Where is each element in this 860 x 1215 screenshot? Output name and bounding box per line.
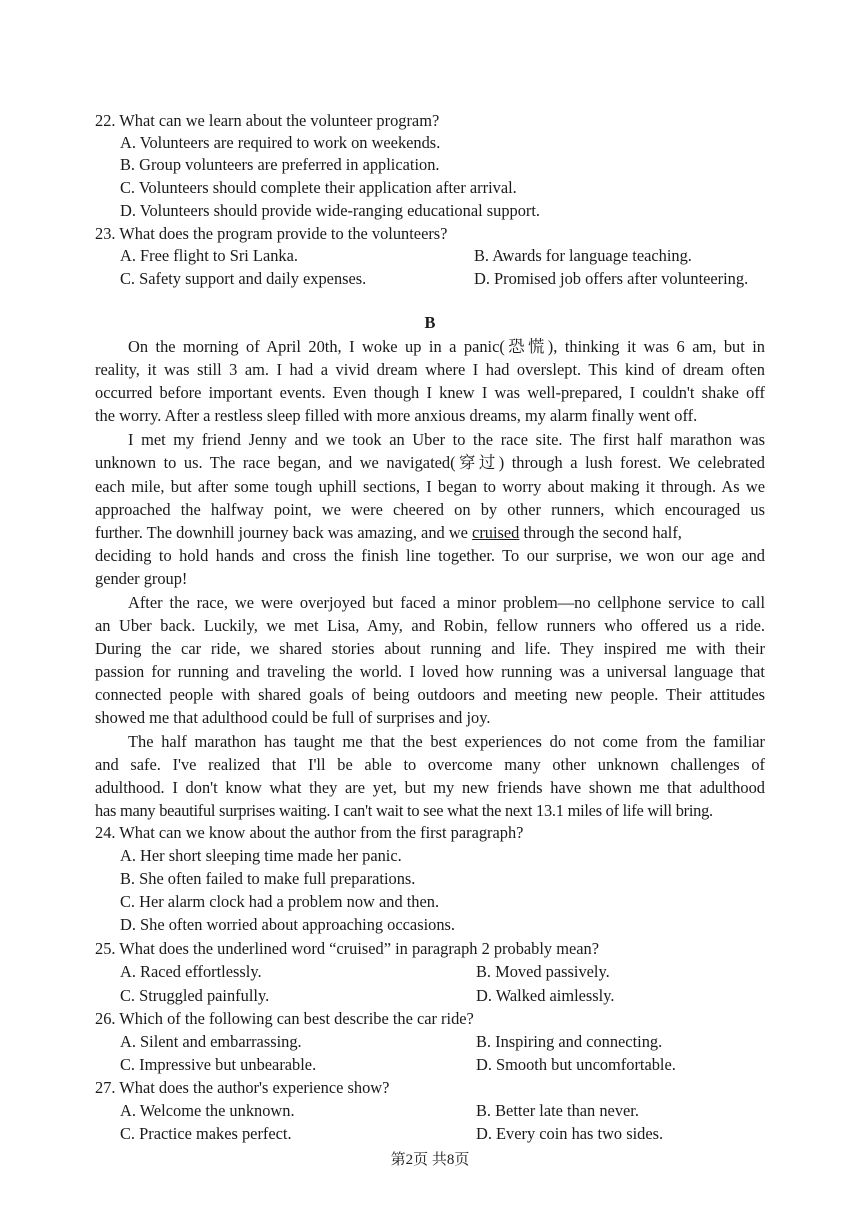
passage-text: further. The downhill journey back was amazing, and we: [95, 523, 468, 542]
passage-line: each mile, but after some tough uphill sections, I began to worry about making it through. As we: [95, 477, 765, 496]
q23-option-d: D. Promised job offers after volunteering.: [474, 269, 749, 288]
q22-stem: 22. What can we learn about the volunteer program?: [95, 111, 440, 130]
q26-stem: 26. Which of the following can best describe the car ride?: [95, 1009, 474, 1028]
passage-line: I met my friend Jenny and we took an Uber to the race site. The first half marathon was: [128, 430, 765, 449]
q22-option-b: B. Group volunteers are preferred in application.: [120, 155, 440, 174]
passage-line: The half marathon has taught me that the best experiences do not come from the familiar: [128, 732, 765, 751]
q22-option-a: A. Volunteers are required to work on weekends.: [120, 133, 441, 152]
passage-line: [95, 523, 682, 543]
passage-line: After the race, we were overjoyed but faced a minor problem—no cellphone service to call: [128, 593, 765, 612]
q27-stem: 27. What does the author's experience show?: [95, 1078, 390, 1097]
q25-option-a: A. Raced effortlessly.: [120, 962, 262, 981]
q24-stem: 24. What can we know about the author from the first paragraph?: [95, 823, 524, 842]
passage-line: On the morning of April 20th, I woke up in a panic(恐慌), thinking it was 6 am, but in: [128, 337, 765, 356]
section-heading: B: [424, 313, 436, 332]
q24-option-c: C. Her alarm clock had a problem now and then.: [120, 892, 440, 911]
passage-line: adulthood. I don't know what they are yet, but my new friends have shown me that adulthood: [95, 778, 765, 797]
q22-option-d: D. Volunteers should provide wide-ranging educational support.: [120, 201, 541, 220]
passage-text: through the second half,: [523, 523, 682, 542]
passage-line: an Uber back. Luckily, we met Lisa, Amy, and Robin, fellow runners who offered us a ride.: [95, 616, 765, 635]
passage-line: unknown to us. The race began, and we navigated(穿过) through a lush forest. We celebrated: [95, 453, 765, 472]
passage-line: approached the halfway point, we were cheered on by other runners, which encouraged us: [95, 500, 765, 519]
passage-line: reality, it was still 3 am. I had a vivid dream where I had overslept. This kind of dream often: [95, 360, 765, 379]
q27-option-b: B. Better late than never.: [476, 1101, 639, 1120]
passage-line: deciding to hold hands and cross the finish line together. To our surprise, we won our age and: [95, 546, 765, 565]
q23-option-b: B. Awards for language teaching.: [474, 246, 692, 265]
q23-option-a: A. Free flight to Sri Lanka.: [120, 246, 298, 265]
q26-option-b: B. Inspiring and connecting.: [476, 1032, 663, 1051]
q23-option-c: C. Safety support and daily expenses.: [120, 269, 367, 288]
q25-option-b: B. Moved passively.: [476, 962, 610, 981]
q24-option-d: D. She often worried about approaching occasions.: [120, 915, 455, 934]
q27-option-c: C. Practice makes perfect.: [120, 1124, 292, 1143]
q22-option-c: C. Volunteers should complete their application after arrival.: [120, 178, 517, 197]
q25-stem: 25. What does the underlined word “cruised” in paragraph 2 probably mean?: [95, 939, 599, 958]
q25-option-c: C. Struggled painfully.: [120, 986, 270, 1005]
q26-option-a: A. Silent and embarrassing.: [120, 1032, 302, 1051]
q26-option-d: D. Smooth but uncomfortable.: [476, 1055, 676, 1074]
passage-line: the worry. After a restless sleep filled with more anxious dreams, my alarm finally went off.: [95, 406, 698, 425]
passage-line: During the car ride, we shared stories about running and life. They inspired me with their: [95, 639, 765, 658]
q27-option-d: D. Every coin has two sides.: [476, 1124, 664, 1143]
page-number: 第2页 共8页: [390, 1152, 470, 1168]
underlined-word: cruised: [472, 523, 520, 542]
passage-line: passion for running and traveling the world. I loved how running was a universal language that: [95, 662, 765, 681]
passage-line: and safe. I've realized that I'll be able to overcome many other unknown challenges of: [95, 755, 765, 774]
q26-option-c: C. Impressive but unbearable.: [120, 1055, 317, 1074]
passage-line: connected people with shared goals of being outdoors and meeting new people. Their attitudes: [95, 685, 765, 704]
q27-option-a: A. Welcome the unknown.: [120, 1101, 295, 1120]
q24-option-a: A. Her short sleeping time made her panic.: [120, 846, 402, 865]
passage-line: showed me that adulthood could be full of surprises and joy.: [95, 708, 491, 727]
q25-option-d: D. Walked aimlessly.: [476, 986, 615, 1005]
q23-stem: 23. What does the program provide to the volunteers?: [95, 224, 448, 243]
passage-line: occurred before important events. Even though I knew I was well-prepared, I couldn't shake off: [95, 383, 765, 402]
passage-line: has many beautiful surprises waiting. I can't wait to see what the next 13.1 miles of life will bring.: [95, 801, 713, 820]
passage-line: gender group!: [95, 569, 188, 588]
q24-option-b: B. She often failed to make full preparations.: [120, 869, 416, 888]
